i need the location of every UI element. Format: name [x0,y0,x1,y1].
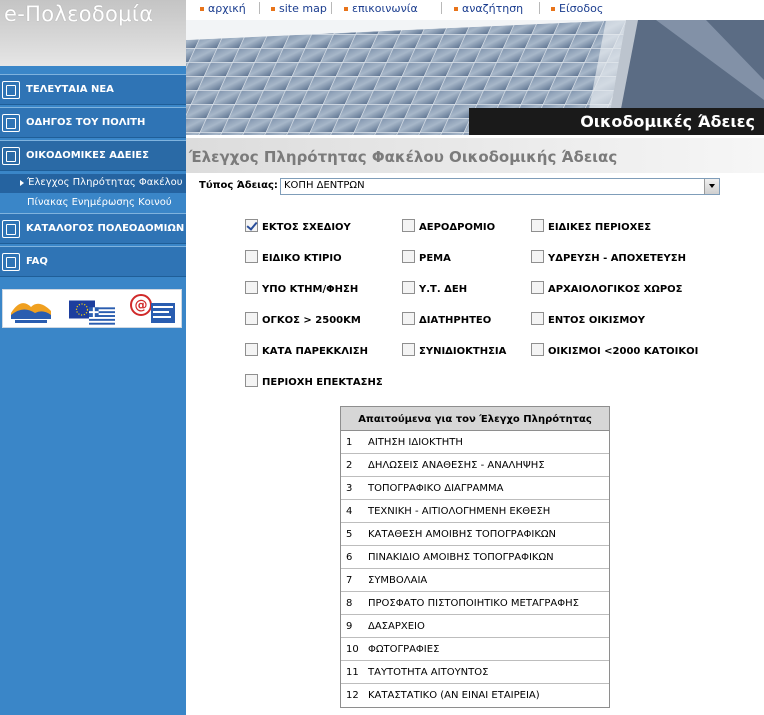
svg-text:@: @ [134,298,148,313]
sidebar-item-label: FAQ [26,256,48,267]
sidebar-item-label: ΤΕΛΕΥΤΑΙΑ ΝΕΑ [26,84,114,95]
top-nav-contact[interactable]: επικοινωνία [344,2,418,15]
row-text: ΤΕΧΝΙΚΗ - ΑΙΤΙΟΛΟΓΗΜΕΝΗ ΕΚΘΕΣΗ [368,506,551,517]
table-row [341,546,609,569]
row-text: ΣΥΜΒΟΛΑΙΑ [368,575,428,586]
bullet-icon [200,7,204,11]
bullet-icon [271,7,275,11]
arrow-right-icon [20,180,24,186]
table-row [341,500,609,523]
chevron-down-icon[interactable] [704,179,719,194]
sidebar-item-planning-offices[interactable] [0,213,186,244]
row-text: ΚΑΤΑΘΕΣΗ ΑΜΟΙΒΗΣ ΤΟΠΟΓΡΑΦΙΚΩΝ [368,529,557,540]
checkbox-unchecked[interactable] [402,250,415,263]
row-number: 8 [346,598,353,609]
row-text: ΦΩΤΟΓΡΑΦΙΕΣ [368,644,440,655]
checkbox-label: ΚΑΤΑ ΠΑΡΕΚΚΛΙΣΗ [262,346,368,357]
top-nav-search[interactable]: αναζήτηση [454,2,523,15]
sidebar-subitem-completeness-check[interactable] [0,174,186,193]
checkbox-label: ΔΙΑΤΗΡΗΤΕΟ [419,315,492,326]
site-logo[interactable] [0,0,186,66]
table-row [341,477,609,500]
checkbox-label: ΕΙΔΙΚΕΣ ΠΕΡΙΟΧΕΣ [548,222,652,233]
catalog-icon [2,220,20,238]
table-row [341,661,609,684]
bullet-icon [344,7,348,11]
sidebar [0,0,186,715]
checkbox-label: ΑΡΧΑΙΟΛΟΓΙΚΟΣ ΧΩΡΟΣ [548,284,683,295]
checkbox-unchecked[interactable] [402,343,415,356]
page-title-bar [186,138,764,173]
checkbox-unchecked[interactable] [531,312,544,325]
checkbox-unchecked[interactable] [245,343,258,356]
top-nav-home[interactable]: αρχική [200,2,246,15]
row-text: ΤΟΠΟΓΡΑΦΙΚΟ ΔΙΑΓΡΑΜΜΑ [368,483,504,494]
checkbox-label: ΑΕΡΟΔΡΟΜΙΟ [419,222,496,233]
page-title: Έλεγχος Πληρότητας Φακέλου Οικοδομικής Άδειας [189,148,618,166]
checkbox-unchecked[interactable] [531,343,544,356]
top-navigation [186,0,764,20]
checkbox-unchecked[interactable] [531,281,544,294]
table-row [341,523,609,546]
sidebar-item-label: ΟΔΗΓΟΣ ΤΟΥ ΠΟΛΙΤΗ [26,117,146,128]
sidebar-item-latest-news[interactable] [0,74,186,105]
table-row [341,431,609,454]
row-text: ΔΑΣΑΡΧΕΙΟ [368,621,425,632]
row-text: ΑΙΤΗΣΗ ΙΔΙΟΚΤΗΤΗ [368,437,463,448]
checkbox-unchecked[interactable] [402,281,415,294]
checkbox-unchecked[interactable] [402,312,415,325]
row-text: ΤΑΥΤΟΤΗΤΑ ΑΙΤΟΥΝΤΟΣ [368,667,489,678]
sidebar-item-label: ΟΙΚΟΔΟΜΙΚΕΣ ΑΔΕΙΕΣ [26,150,149,161]
table-row [341,638,609,661]
checkbox-unchecked[interactable] [245,374,258,387]
sidebar-item-building-permits[interactable] [0,140,186,171]
row-number: 9 [346,621,353,632]
table-row [341,569,609,592]
checkbox-unchecked[interactable] [402,219,415,232]
table-row [341,684,609,707]
checkbox-unchecked[interactable] [531,219,544,232]
row-text: ΠΙΝΑΚΙΔΙΟ ΑΜΟΙΒΗΣ ΤΟΠΟΓΡΑΦΙΚΩΝ [368,552,554,563]
row-number: 3 [346,483,353,494]
row-text: ΔΗΛΩΣΕΙΣ ΑΝΑΘΕΣΗΣ - ΑΝΑΛΗΨΗΣ [368,460,545,471]
row-number: 12 [346,690,359,701]
row-number: 11 [346,667,359,678]
checkbox-label: ΥΔΡΕΥΣΗ - ΑΠΟΧΕΤΕΥΣΗ [548,253,686,264]
top-nav-login[interactable]: Είσοδος [551,2,603,15]
guide-icon [2,114,20,132]
checkbox-unchecked[interactable] [531,250,544,263]
table-row [341,592,609,615]
checkbox-label: ΥΠΟ ΚΤΗΜ/ΦΗΣΗ [262,284,359,295]
checkbox-checked[interactable] [245,219,258,232]
row-number: 6 [346,552,353,563]
faq-icon [2,253,20,271]
logo-text: e-Πολεοδομία [4,2,154,26]
top-nav-sitemap[interactable]: site map [271,2,327,15]
permit-type-select[interactable] [280,178,720,195]
checkbox-label: ΟΓΚΟΣ > 2500ΚΜ [262,315,361,326]
sidebar-subitem-label: Έλεγχος Πληρότητας Φακέλου [27,177,183,188]
news-icon [2,81,20,99]
partner-logos [2,289,182,328]
row-number: 7 [346,575,353,586]
home-icon [2,147,20,165]
permit-type-value: ΚΟΠΗ ΔΕΝΤΡΩΝ [284,180,365,191]
sidebar-subitem-label: Πίνακας Ενημέρωσης Κοινού [27,197,172,208]
banner-title: Οικοδομικές Άδειες [580,112,755,131]
row-number: 5 [346,529,353,540]
requirements-header: Απαιτούμενα για τον Έλεγχο Πληρότητας [341,407,609,431]
checkbox-label: ΕΝΤΟΣ ΟΙΚΙΣΜΟΥ [548,315,646,326]
checkbox-label: ΣΥΝΙΔΙΟΚΤΗΣΙΑ [419,346,507,357]
checkbox-label: ΕΚΤΟΣ ΣΧΕΔΙΟΥ [262,222,351,233]
row-number: 4 [346,506,353,517]
greek-flag [89,306,115,326]
requirements-table [340,406,610,708]
row-number: 2 [346,460,353,471]
checkbox-label: ΟΙΚΙΣΜΟΙ <2000 ΚΑΤΟΙΚΟΙ [548,346,699,357]
sidebar-item-faq[interactable] [0,246,186,277]
information-society-logo[interactable] [7,293,55,326]
banner-title-box [469,108,764,135]
table-row [341,454,609,477]
checkbox-unchecked[interactable] [245,281,258,294]
sidebar-item-label: ΚΑΤΑΛΟΓΟΣ ΠΟΛΕΟΔΟΜΙΩΝ [26,223,185,234]
checkbox-unchecked[interactable] [245,312,258,325]
table-row [341,615,609,638]
bullet-icon [454,7,458,11]
row-number: 1 [346,437,353,448]
sidebar-item-citizen-guide[interactable] [0,107,186,138]
checkbox-label: ΕΙΔΙΚΟ ΚΤΙΡΙΟ [262,253,342,264]
checkbox-label: ΡΕΜΑ [419,253,451,264]
row-number: 10 [346,644,359,655]
checkbox-label: ΠΕΡΙΟΧΗ ΕΠΕΚΤΑΣΗΣ [262,377,383,388]
e-government-logo[interactable] [127,293,177,326]
bullet-icon [551,7,555,11]
row-text: ΚΑΤΑΣΤΑΤΙΚΟ (ΑΝ ΕΙΝΑΙ ΕΤΑΙΡΕΙΑ) [368,690,540,701]
header-banner [186,20,764,135]
checkbox-unchecked[interactable] [245,250,258,263]
permit-type-label: Τύπος Άδειας: [199,180,278,191]
row-text: ΠΡΟΣΦΑΤΟ ΠΙΣΤΟΠΟΙΗΤΙΚΟ ΜΕΤΑΓΡΑΦΗΣ [368,598,579,609]
checkbox-label: Υ.Τ. ΔΕΗ [419,284,468,295]
